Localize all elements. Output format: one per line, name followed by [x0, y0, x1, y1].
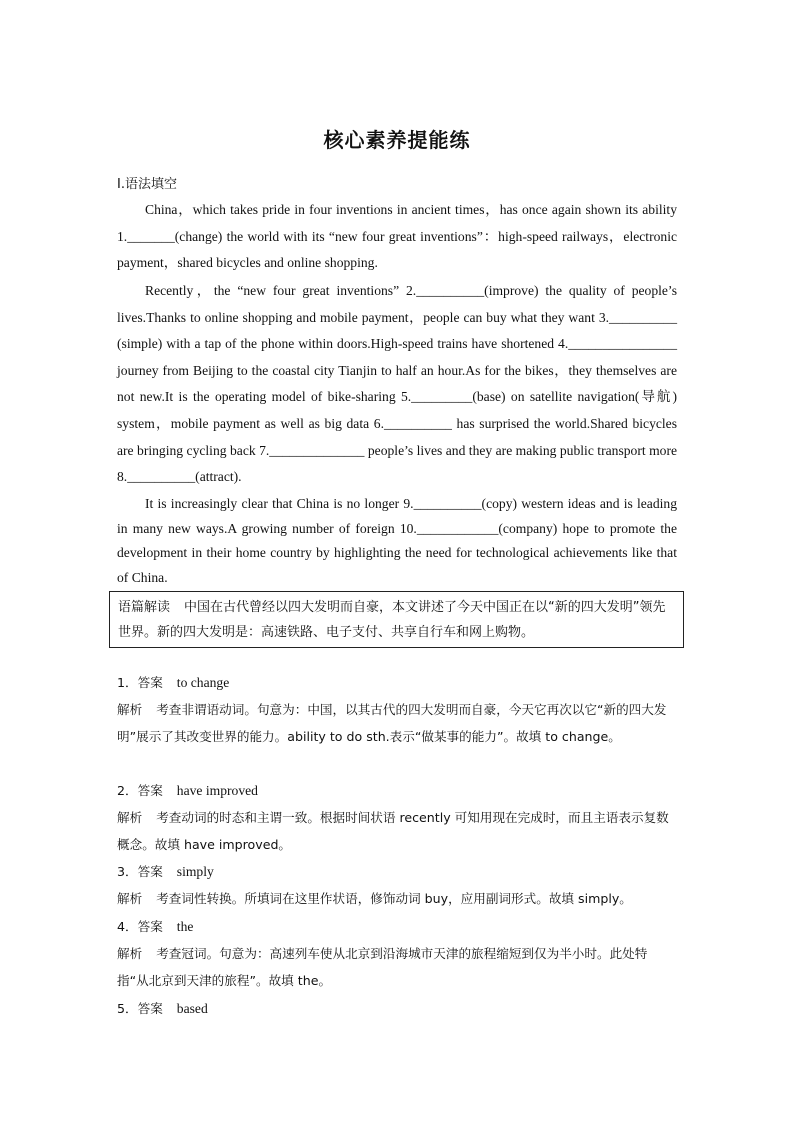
analysis-label: 解析 — [117, 891, 143, 906]
passage-paragraph-3 — [117, 492, 677, 590]
answer-number: 1．答案 — [117, 675, 163, 690]
analysis-label: 解析 — [117, 702, 143, 717]
page-title: 核心素养提能练 — [323, 128, 471, 152]
paragraph-text: It is increasingly clear that China is no longer 9.__________(copy) western ideas and is leading in many new ways.A growing number of foreign 10.____________(company) hope to promote the development in their home country by highlighting the need for technological achievements like that of China. — [117, 496, 677, 585]
analysis-label: 解析 — [117, 946, 143, 961]
answer-2 — [117, 777, 679, 858]
reading-note-box — [109, 591, 684, 648]
answer-4 — [117, 913, 679, 994]
paragraph-text: Recently，the “new four great inventions” 2.__________(improve) the quality of people’s lives.Thanks to online shopping and mobile payment，people can buy what they want 3.__________ (simple) with a tap of the phone within doors.High-speed trains have shortened 4.________________ journey from Beijing to the coastal city Tianjin to half an hour.As for the bikes，they themselves are not new.It is the operating model of bike-sharing 5._________(base) on satellite navigation(导航) system，mobile payment as well as big data 6.__________ has surprised the world.Shared bicycles are bringing cycling back 7.______________ people’s lives and they are making public transport more 8.__________(attract). — [117, 283, 677, 485]
passage-paragraph-1 — [117, 197, 677, 277]
answer-number: 5．答案 — [117, 1001, 163, 1016]
section-heading: Ⅰ.语法填空 — [117, 177, 177, 192]
passage-paragraph-2 — [117, 278, 677, 491]
answer-3 — [117, 858, 679, 912]
answer-5 — [117, 995, 679, 1022]
answer-number: 2．答案 — [117, 783, 163, 798]
answer-number: 3．答案 — [117, 864, 163, 879]
note-text: 中国在古代曾经以四大发明而自豪，本文讲述了今天中国正在以“新的四大发明”领先世界。新的四大发明是：高速铁路、电子支付、共享自行车和网上购物。 — [118, 600, 666, 640]
analysis-text: 考查动词的时态和主谓一致。根据时间状语 recently 可知用现在完成时，而且主语表示复数概念。故填 have improved。 — [117, 810, 669, 852]
analysis-text: 考查非谓语动词。句意为：中国，以其古代的四大发明而自豪，今天它再次以它“新的四大发明”展示了其改变世界的能力。ability to do sth.表示“做某事的能力”。故填 to change。 — [117, 702, 667, 744]
analysis-text: 考查冠词。句意为：高速列车使从北京到沿海城市天津的旅程缩短到仅为半小时。此处特指“从北京到天津的旅程”。故填 the。 — [117, 946, 648, 988]
answer-value: have improved — [176, 783, 258, 798]
answer-value: to change — [176, 675, 230, 690]
answer-1 — [117, 669, 679, 750]
analysis-text: 考查词性转换。所填词在这里作状语，修饰动词 buy，应用副词形式。故填 simply。 — [156, 891, 632, 906]
paragraph-text: China，which takes pride in four inventions in ancient times，has once again shown its ability 1._______(change) the world with its “new four great inventions”：high-speed railways，electronic payment，shared bicycles and online shopping. — [117, 202, 677, 271]
answer-value: the — [176, 919, 194, 934]
analysis-label: 解析 — [117, 810, 143, 825]
answer-value: based — [176, 1001, 208, 1016]
answer-value: simply — [176, 864, 214, 879]
note-label: 语篇解读 — [118, 600, 171, 615]
answer-number: 4．答案 — [117, 919, 163, 934]
